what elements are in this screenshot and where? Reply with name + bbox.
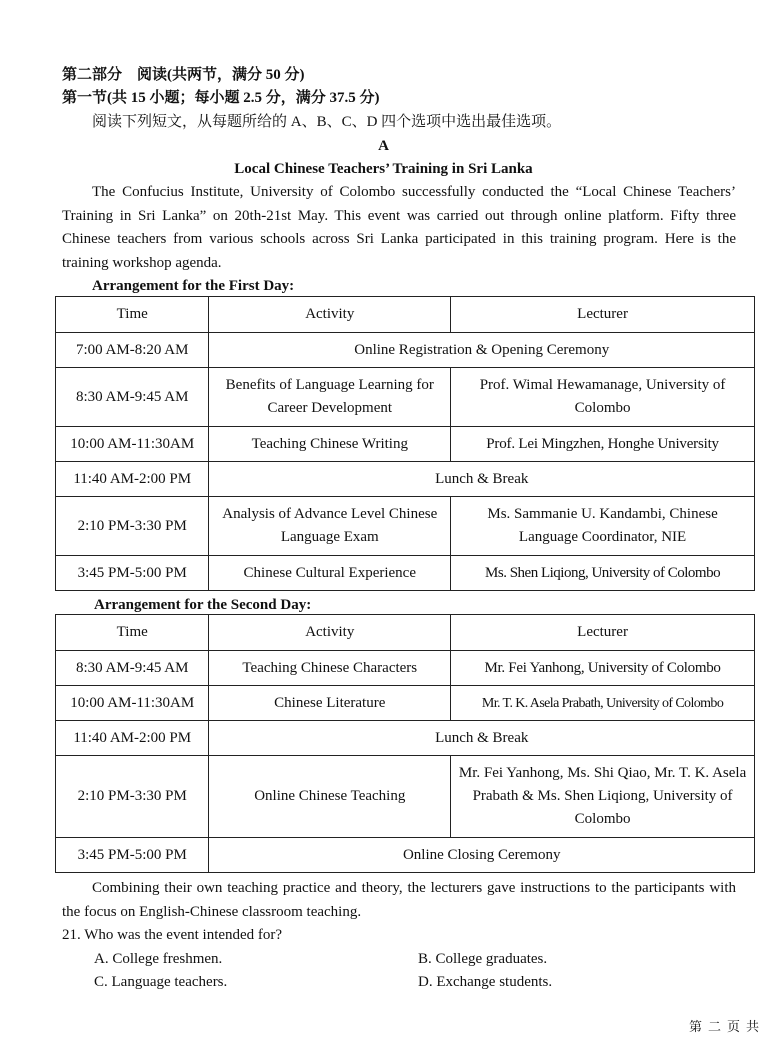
intro-paragraph: The Confucius Institute, University of Colombo successfully conducted the “Local Chinese Teachers’ Training in Sri Lanka” on 20th-21st May. This event was carried out through online platform. Fifty three Chinese teachers from various schools across Sri Lanka participated in this training program. Here is the training workshop agenda.	[62, 184, 736, 271]
activity-cell: Online Chinese Teaching	[209, 756, 451, 838]
part-title: 第二部分 阅读(共两节，满分 50 分)	[62, 67, 305, 83]
merged-cell: Online Closing Ceremony	[209, 838, 755, 873]
lecturer-cell: Prof. Wimal Hewamanage, University of Colombo	[451, 368, 755, 427]
conclusion-paragraph: Combining their own teaching practice and theory, the lecturers gave instructions to the participants with the focus on English-Chinese classroom teaching.	[62, 880, 736, 920]
time-cell: 11:40 AM-2:00 PM	[56, 721, 209, 756]
option-d: D. Exchange students.	[418, 974, 553, 990]
table-row	[56, 368, 755, 427]
header-lecturer: Lecturer	[451, 297, 755, 333]
section-title: 第一节(共 15 小题；每小题 2.5 分，满分 37.5 分)	[62, 90, 380, 106]
option-b: B. College graduates.	[418, 951, 548, 967]
activity-cell: Chinese Cultural Experience	[209, 556, 451, 591]
passage-title: Local Chinese Teachers’ Training in Sri Lanka	[234, 161, 533, 177]
time-cell: 2:10 PM-3:30 PM	[56, 756, 209, 838]
time-cell: 10:00 AM-11:30AM	[56, 686, 209, 721]
header-activity: Activity	[209, 297, 451, 333]
time-cell: 8:30 AM-9:45 AM	[56, 368, 209, 427]
merged-cell: Online Registration & Opening Ceremony	[209, 333, 755, 368]
table-header-row	[56, 615, 755, 651]
table-row	[56, 756, 755, 838]
day2-heading: Arrangement for the Second Day:	[94, 597, 312, 613]
table-header-row	[56, 297, 755, 333]
table-row	[56, 427, 755, 462]
merged-cell: Lunch & Break	[209, 721, 755, 756]
lecturer-cell: Mr. T. K. Asela Prabath, University of Colombo	[451, 686, 755, 721]
header-activity: Activity	[209, 615, 451, 651]
lecturer-cell: Ms. Shen Liqiong, University of Colombo	[451, 556, 755, 591]
time-cell: 3:45 PM-5:00 PM	[56, 838, 209, 873]
table-row	[56, 497, 755, 556]
activity-cell: Analysis of Advance Level Chinese Language Exam	[209, 497, 451, 556]
activity-cell: Teaching Chinese Writing	[209, 427, 451, 462]
table-row	[56, 838, 755, 873]
lecturer-cell: Mr. Fei Yanhong, Ms. Shi Qiao, Mr. T. K. Asela Prabath & Ms. Shen Liqiong, University of Colombo	[451, 756, 755, 838]
time-cell: 11:40 AM-2:00 PM	[56, 462, 209, 497]
table-row	[56, 651, 755, 686]
time-cell: 3:45 PM-5:00 PM	[56, 556, 209, 591]
activity-cell: Teaching Chinese Characters	[209, 651, 451, 686]
day1-agenda-table	[55, 296, 755, 591]
table-row	[56, 556, 755, 591]
table-row	[56, 686, 755, 721]
lecturer-cell: Ms. Sammanie U. Kandambi, Chinese Language Coordinator, NIE	[451, 497, 755, 556]
table-row	[56, 721, 755, 756]
passage-letter: A	[378, 138, 389, 154]
instruction: 阅读下列短文，从每题所给的 A、B、C、D 四个选项中选出最佳选项。	[92, 114, 562, 130]
lecturer-cell: Mr. Fei Yanhong, University of Colombo	[451, 651, 755, 686]
day2-agenda-table	[55, 614, 755, 873]
header-time: Time	[56, 297, 209, 333]
table-row	[56, 333, 755, 368]
page-footer: 第二页共	[688, 1019, 765, 1034]
lecturer-cell: Prof. Lei Mingzhen, Honghe University	[451, 427, 755, 462]
activity-cell: Benefits of Language Learning for Career Development	[209, 368, 451, 427]
day1-heading: Arrangement for the First Day:	[92, 278, 295, 294]
time-cell: 2:10 PM-3:30 PM	[56, 497, 209, 556]
time-cell: 8:30 AM-9:45 AM	[56, 651, 209, 686]
activity-cell: Chinese Literature	[209, 686, 451, 721]
option-a: A. College freshmen.	[94, 951, 223, 967]
table-row	[56, 462, 755, 497]
time-cell: 7:00 AM-8:20 AM	[56, 333, 209, 368]
question-stem: 21. Who was the event intended for?	[62, 927, 283, 943]
time-cell: 10:00 AM-11:30AM	[56, 427, 209, 462]
header-time: Time	[56, 615, 209, 651]
merged-cell: Lunch & Break	[209, 462, 755, 497]
option-c: C. Language teachers.	[94, 974, 228, 990]
header-lecturer: Lecturer	[451, 615, 755, 651]
